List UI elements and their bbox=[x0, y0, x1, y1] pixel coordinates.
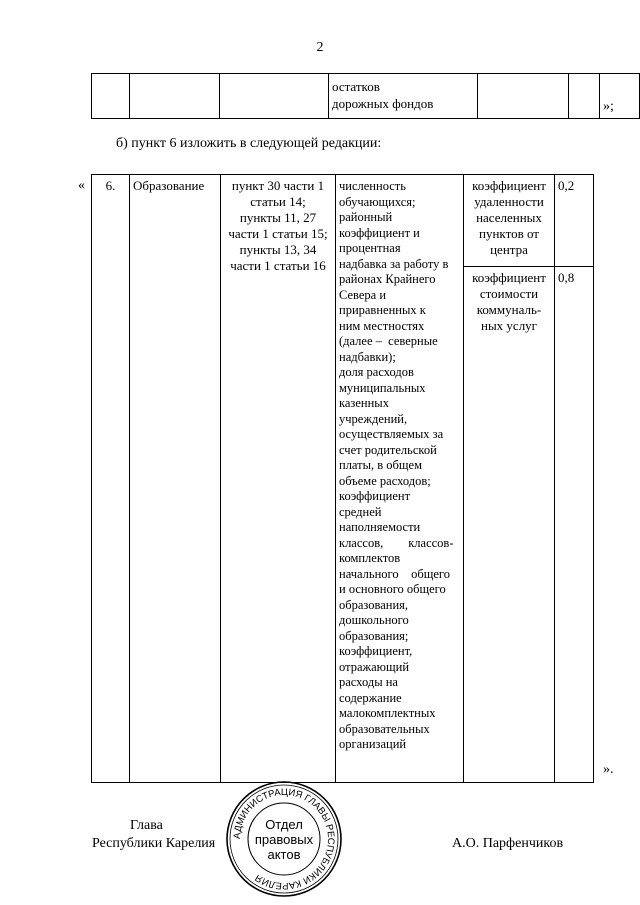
coefficient-utilities bbox=[464, 267, 555, 783]
indicator-line: образования; bbox=[339, 628, 409, 643]
stamp-center-line2: правовых bbox=[254, 832, 314, 847]
official-stamp bbox=[224, 779, 344, 899]
table-cell bbox=[92, 74, 130, 119]
amendment-table bbox=[91, 174, 594, 783]
page-number: 2 bbox=[316, 40, 324, 55]
law-reference bbox=[221, 175, 336, 783]
signatory-title-line2: Республики Карелия bbox=[92, 836, 216, 851]
indicator-line: надбавка за работу в bbox=[339, 256, 449, 271]
indicators-list bbox=[336, 175, 464, 783]
signatory-title-line1: Глава bbox=[130, 818, 163, 833]
indicator-line: содержание bbox=[339, 690, 402, 705]
indicator-line: казенных bbox=[339, 396, 389, 410]
indicator-line: доля расходов bbox=[339, 365, 414, 379]
cell-line: остатков bbox=[332, 79, 380, 94]
indicator-line: муниципальных bbox=[339, 380, 426, 395]
indicator-line: ним местностях bbox=[339, 318, 425, 333]
closing-quote: »; bbox=[603, 99, 614, 114]
row-number: 6. bbox=[92, 175, 130, 783]
table-cell bbox=[220, 74, 329, 119]
coefficient-line: коэффициент bbox=[472, 178, 546, 193]
indicator-line: (далее – северные bbox=[339, 334, 438, 348]
indicator-line: надбавки); bbox=[339, 349, 396, 364]
indicator-line: образовательных bbox=[339, 721, 430, 736]
indicator-line: организаций bbox=[339, 737, 407, 751]
indicator-line: объеме расходов; bbox=[339, 473, 431, 488]
signatory-name: А.О. Парфенчиков bbox=[452, 836, 564, 851]
indicator-line: процентная bbox=[339, 241, 401, 255]
indicator-line: платы, в общем bbox=[339, 458, 422, 472]
indicator-line: учреждений, bbox=[339, 411, 408, 426]
indicator-line: приравненных к bbox=[339, 303, 426, 317]
coefficient-line: населенных bbox=[476, 210, 542, 225]
indicator-line: коэффициент, bbox=[339, 644, 413, 658]
table-cell bbox=[477, 74, 569, 119]
table-row bbox=[92, 175, 594, 267]
indicator-line: дошкольного bbox=[339, 613, 409, 627]
reference-line: пункт 30 части 1 bbox=[231, 178, 325, 193]
indicator-line: комплектов bbox=[339, 551, 401, 565]
coefficient-line: коэффициент bbox=[472, 270, 546, 286]
indicator-line: начального общего bbox=[339, 566, 450, 581]
indicator-line: обучающихся; bbox=[339, 194, 416, 209]
indicator-line: районный bbox=[339, 210, 393, 224]
indicator-line: коэффициент bbox=[339, 489, 411, 503]
coefficient-line: удаленности bbox=[474, 194, 544, 209]
indicator-line: классов, классов- bbox=[339, 535, 454, 550]
coefficient-line: пунктов от bbox=[479, 226, 539, 241]
stamp-center-line3: актов bbox=[267, 847, 301, 862]
closing-quote: ». bbox=[603, 762, 614, 777]
indicator-line: коэффициент и bbox=[339, 225, 420, 240]
coefficient-distance-value: 0,2 bbox=[555, 175, 594, 267]
reference-line: статьи 14; bbox=[250, 194, 306, 209]
indicator-line: районах Крайнего bbox=[339, 272, 436, 286]
indicator-line: счет родительской bbox=[339, 442, 437, 457]
sector-name: Образование bbox=[130, 175, 221, 783]
reference-line: части 1 статьи 16 bbox=[230, 258, 326, 273]
indicator-line: расходы на bbox=[339, 675, 398, 689]
opening-quote: « bbox=[78, 178, 85, 193]
coefficient-line: коммуналь- bbox=[476, 302, 542, 318]
stamp-ring-text: АДМИНИСТРАЦИЯ ГЛАВЫ РЕСПУБЛИКИ КАРЕЛИЯ bbox=[231, 786, 337, 892]
coefficient-utilities-value: 0,8 bbox=[555, 267, 594, 783]
indicator-line: Севера и bbox=[339, 287, 387, 302]
indicator-line: осуществляемых за bbox=[339, 427, 444, 441]
reference-line: пункты 11, 27 bbox=[239, 210, 317, 225]
coefficient-line: центра bbox=[490, 242, 528, 257]
indicator-line: наполняемости bbox=[339, 520, 421, 534]
continuation-table bbox=[91, 73, 640, 119]
reference-line: пункты 13, 34 bbox=[239, 242, 317, 257]
coefficient-line: ных услуг bbox=[480, 318, 538, 334]
amendment-intro: б) пункт 6 изложить в следующей редакции: bbox=[116, 136, 382, 151]
table-cell bbox=[569, 74, 600, 119]
table-cell bbox=[129, 74, 220, 119]
table-row bbox=[92, 74, 640, 119]
cell-line: дорожных фондов bbox=[332, 96, 434, 111]
indicator-line: средней bbox=[339, 504, 382, 519]
reference-line: части 1 статьи 15; bbox=[228, 226, 328, 241]
coefficient-distance bbox=[464, 175, 555, 267]
indicator-line: и основного общего bbox=[339, 582, 446, 596]
indicator-line: численность bbox=[339, 179, 406, 193]
table-cell-text bbox=[329, 74, 478, 119]
indicator-line: малокомплектных bbox=[339, 706, 436, 720]
stamp-center-line1: Отдел bbox=[265, 817, 303, 832]
coefficient-line: стоимости bbox=[479, 286, 539, 302]
indicator-line: отражающий bbox=[339, 659, 410, 674]
indicator-line: образования, bbox=[339, 597, 409, 612]
